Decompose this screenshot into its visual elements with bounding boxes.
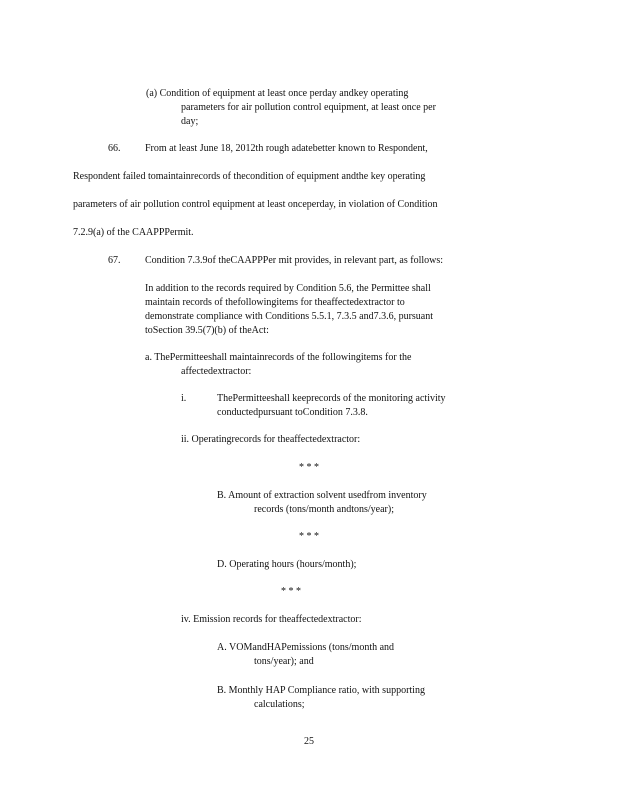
quote-line-2: maintain records of thefollowingitems for theaffectedextractor to xyxy=(145,297,405,308)
paragraph-66-number: 66. xyxy=(108,143,121,154)
ellipsis-3: * * * xyxy=(281,586,301,597)
item-a-line-2: parameters for air pollution control equipment, at least once per xyxy=(181,102,436,113)
paragraph-67-number: 67. xyxy=(108,255,121,266)
paragraph-66-line-2: Respondent failed tomaintainrecords of thecondition of equipment andthe key operating xyxy=(73,171,426,182)
item-i-label: i. xyxy=(181,393,187,404)
page-number: 25 xyxy=(304,736,314,747)
paragraph-66-line-4: 7.2.9(a) of the CAAPPPermit. xyxy=(73,227,194,238)
paragraph-66-line-1: From at least June 18, 2012th rough adatebetter known to Respondent, xyxy=(145,143,428,154)
quote-line-4: toSection 39.5(7)(b) of theAct: xyxy=(145,325,269,336)
item-a3-line-1: A. VOMandHAPemissions (tons/month and xyxy=(217,642,395,653)
paragraph-66-line-3: parameters of air pollution control equipment at least onceperday, in violation of Condition xyxy=(73,199,438,210)
item-i-line-1: ThePermitteeshall keeprecords of the monitoring activity xyxy=(217,393,446,404)
item-i-line-2: conductedpursuant toCondition 7.3.8. xyxy=(217,407,368,418)
paragraph-67-line-1: Condition 7.3.9of theCAAPPPer mit provides, in relevant part, as follows: xyxy=(145,255,444,266)
quote-line-1: In addition to the records required by Condition 5.6, the Permittee shall xyxy=(145,283,431,294)
item-a2-line-2: affectedextractor: xyxy=(181,366,252,377)
item-a2-line-1: a. ThePermitteeshall maintainrecords of the followingitems for the xyxy=(145,352,412,363)
item-d: D. Operating hours (hours/month); xyxy=(217,559,357,570)
item-a-line-1: (a) Condition of equipment at least once perday andkey operating xyxy=(146,88,409,99)
item-b-line-2: records (tons/month andtons/year); xyxy=(254,504,394,515)
item-b-line-1: B. Amount of extraction solvent usedfrom inventory xyxy=(217,490,427,501)
item-a3-line-2: tons/year); and xyxy=(254,656,314,667)
quote-line-3: demonstrate compliance with Conditions 5.5.1, 7.3.5 and7.3.6, pursuant xyxy=(145,311,434,322)
item-b2-line-1: B. Monthly HAP Compliance ratio, with supporting xyxy=(217,685,425,696)
item-a-line-3: day; xyxy=(181,116,199,127)
item-ii: ii. Operatingrecords for theaffectedextractor: xyxy=(181,434,361,445)
item-b2-line-2: calculations; xyxy=(254,699,305,710)
ellipsis-1: * * * xyxy=(299,462,319,473)
item-iv: iv. Emission records for theaffectedextractor: xyxy=(181,614,362,625)
ellipsis-2: * * * xyxy=(299,531,319,542)
